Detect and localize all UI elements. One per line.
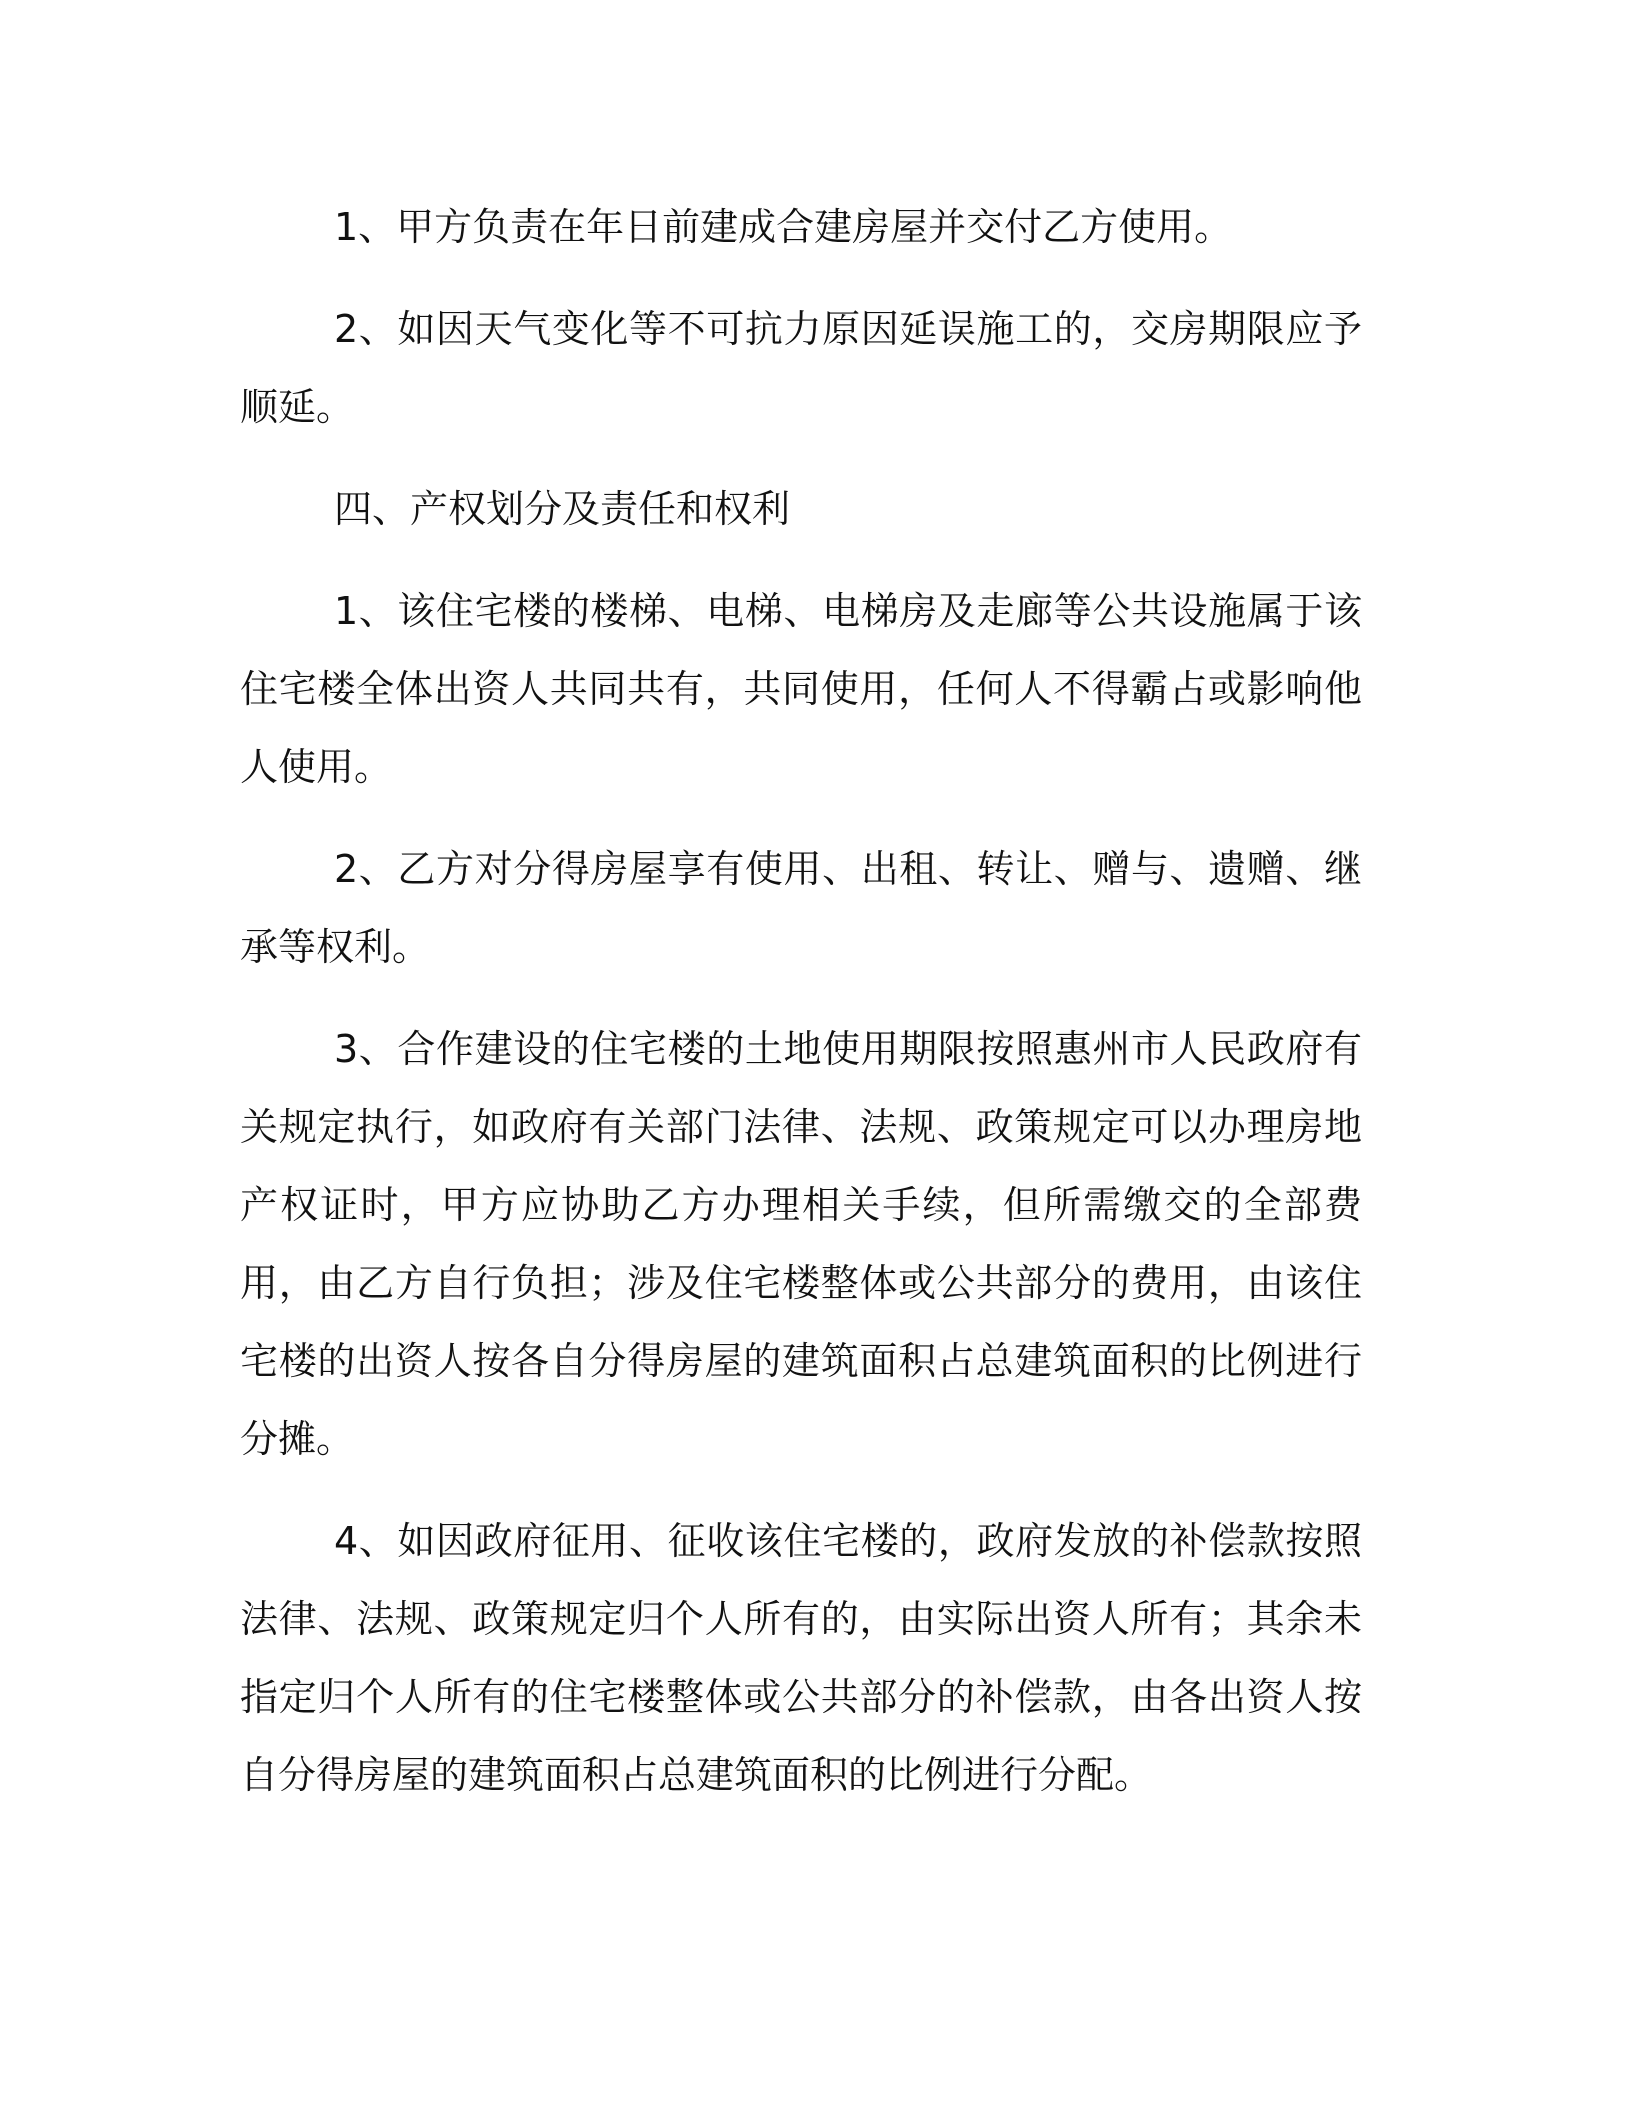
- section-heading-property-rights: 四、产权划分及责任和权利: [334, 487, 791, 531]
- clause-force-majeure: 2、如因天气变化等不可抗力原因延误施工的，交房期限应予顺延。: [240, 307, 1362, 429]
- clause-expropriation-compensation: 4、如因政府征用、征收该住宅楼的，政府发放的补偿款按照法律、法规、政策规定归个人所有的，由实际出资人所有；其余未指定归个人所有的住宅楼整体或公共部分的补偿款，由各出资人按自分得房屋的建筑面积占总建筑面积的比例进行分配。: [240, 1519, 1362, 1797]
- clause-owner-rights: 2、乙方对分得房屋享有使用、出租、转让、赠与、遗赠、继承等权利。: [240, 847, 1362, 969]
- clause-land-use-term: 3、合作建设的住宅楼的土地使用期限按照惠州市人民政府有关规定执行，如政府有关部门法律、法规、政策规定可以办理房地产权证时，甲方应协助乙方办理相关手续，但所需缴交的全部费用，由乙方自行负担；涉及住宅楼整体或公共部分的费用，由该住宅楼的出资人按各自分得房屋的建筑面积占总建筑面积的比例进行分摊。: [240, 1027, 1362, 1461]
- clause-common-facilities: 1、该住宅楼的楼梯、电梯、电梯房及走廊等公共设施属于该住宅楼全体出资人共同共有，共同使用，任何人不得霸占或影响他人使用。: [240, 589, 1362, 789]
- document-body: [240, 188, 1362, 1838]
- clause-delivery-deadline: 1、甲方负责在年日前建成合建房屋并交付乙方使用。: [334, 205, 1233, 249]
